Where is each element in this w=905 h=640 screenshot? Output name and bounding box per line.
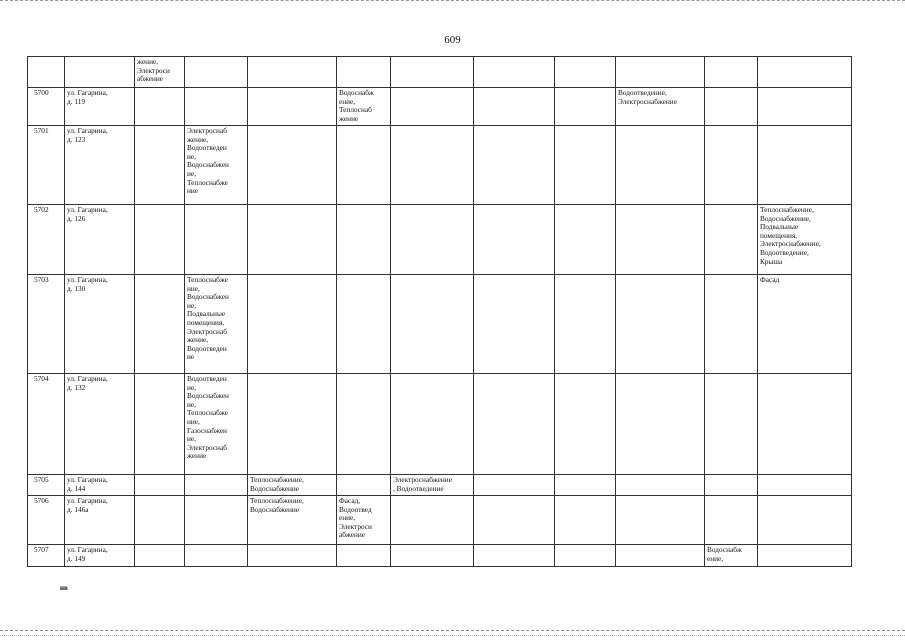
table-row xyxy=(28,126,852,205)
work-cell xyxy=(135,496,185,545)
work-cell xyxy=(474,126,555,205)
work-cell: Водоснабж ение, Теплоснаб жение xyxy=(337,88,391,126)
work-cell xyxy=(555,205,616,275)
work-cell xyxy=(555,275,616,374)
address-cell: ул. Гагарина, д. 144 xyxy=(65,475,135,496)
work-cell xyxy=(135,545,185,567)
work-cell xyxy=(135,88,185,126)
work-cell xyxy=(391,205,474,275)
work-cell xyxy=(616,275,705,374)
work-cell xyxy=(185,496,248,545)
work-cell xyxy=(391,496,474,545)
table-row xyxy=(28,545,852,567)
work-cell xyxy=(705,374,758,475)
row-number-cell: 5705 xyxy=(28,475,65,496)
work-cell xyxy=(474,545,555,567)
work-cell: Теплоснабжение, Водоснабжение, Подвальные помещения, Электроснабжение, Водоотведение, Крыша xyxy=(758,205,852,275)
address-cell: ул. Гагарина, д. 149 xyxy=(65,545,135,567)
row-number-cell: 5701 xyxy=(28,126,65,205)
address-cell: ул. Гагарина, д. 119 xyxy=(65,88,135,126)
table-row xyxy=(28,57,852,88)
work-cell xyxy=(705,126,758,205)
work-cell xyxy=(391,88,474,126)
repair-schedule-table xyxy=(27,56,852,567)
work-cell xyxy=(705,496,758,545)
table-row xyxy=(28,88,852,126)
address-cell xyxy=(65,57,135,88)
work-cell xyxy=(337,545,391,567)
work-cell xyxy=(185,57,248,88)
row-number-cell: 5707 xyxy=(28,545,65,567)
table-row xyxy=(28,475,852,496)
work-cell xyxy=(248,545,337,567)
work-cell xyxy=(135,374,185,475)
work-cell xyxy=(616,126,705,205)
work-cell xyxy=(337,475,391,496)
work-cell xyxy=(705,275,758,374)
work-cell: Водоотведен ие, Водоснабжен ие, Теплоснабже ние, Газоснабжен ие, Электроснаб жение xyxy=(185,374,248,475)
table-row xyxy=(28,374,852,475)
work-cell xyxy=(758,475,852,496)
scan-edge-bottom xyxy=(0,630,905,636)
work-cell xyxy=(616,475,705,496)
work-cell xyxy=(758,57,852,88)
work-cell xyxy=(474,374,555,475)
table-row xyxy=(28,496,852,545)
work-cell xyxy=(758,374,852,475)
work-cell xyxy=(758,545,852,567)
row-number-cell: 5704 xyxy=(28,374,65,475)
work-cell xyxy=(185,205,248,275)
work-cell xyxy=(555,545,616,567)
row-number-cell: 5706 xyxy=(28,496,65,545)
work-cell xyxy=(555,374,616,475)
address-cell: ул. Гагарина, д. 130 xyxy=(65,275,135,374)
work-cell xyxy=(616,545,705,567)
scan-edge-top xyxy=(0,0,905,4)
work-cell xyxy=(474,88,555,126)
work-cell xyxy=(391,57,474,88)
address-cell: ул. Гагарина, д. 132 xyxy=(65,374,135,475)
work-cell xyxy=(391,545,474,567)
work-cell xyxy=(248,275,337,374)
work-cell xyxy=(248,205,337,275)
work-cell xyxy=(337,374,391,475)
row-number-cell: 5700 xyxy=(28,88,65,126)
work-cell: Электроснабжение , Водоотведение xyxy=(391,475,474,496)
work-cell: Теплоснабжение, Водоснабжение xyxy=(248,496,337,545)
work-cell: жение, Электроси абжение xyxy=(135,57,185,88)
work-cell xyxy=(616,205,705,275)
work-cell xyxy=(705,57,758,88)
work-cell xyxy=(474,205,555,275)
work-cell xyxy=(616,57,705,88)
table-row xyxy=(28,275,852,374)
address-cell: ул. Гагарина, д. 123 xyxy=(65,126,135,205)
address-cell: ул. Гагарина, д. 126 xyxy=(65,205,135,275)
work-cell: Теплоснабжение, Водоснабжение xyxy=(248,475,337,496)
work-cell xyxy=(758,496,852,545)
work-cell xyxy=(555,475,616,496)
work-cell xyxy=(705,205,758,275)
row-number-cell: 5703 xyxy=(28,275,65,374)
work-cell xyxy=(555,88,616,126)
work-cell xyxy=(337,57,391,88)
work-cell xyxy=(248,88,337,126)
work-cell xyxy=(474,475,555,496)
work-cell: Фасад, Водоотвед ение, Электроси абжение xyxy=(337,496,391,545)
work-cell xyxy=(391,126,474,205)
footer-mark: нв xyxy=(60,584,68,592)
row-number-cell xyxy=(28,57,65,88)
work-cell: Водоотведение, Электроснабжение xyxy=(616,88,705,126)
work-cell xyxy=(555,57,616,88)
work-cell xyxy=(185,88,248,126)
work-cell: Водоснабж ение, xyxy=(705,545,758,567)
page-number: 609 xyxy=(444,34,461,46)
work-cell xyxy=(474,496,555,545)
work-cell xyxy=(555,496,616,545)
work-cell xyxy=(337,126,391,205)
work-cell xyxy=(135,205,185,275)
work-cell xyxy=(555,126,616,205)
table-row xyxy=(28,205,852,275)
work-cell: Теплоснабже ние, Водоснабжен ие, Подвальные помещения, Электроснаб жение, Водоотведен ие xyxy=(185,275,248,374)
work-cell xyxy=(248,126,337,205)
work-cell xyxy=(248,374,337,475)
work-cell xyxy=(391,374,474,475)
address-cell: ул. Гагарина, д. 146а xyxy=(65,496,135,545)
work-cell xyxy=(616,374,705,475)
work-cell xyxy=(185,475,248,496)
work-cell xyxy=(705,475,758,496)
work-cell xyxy=(758,126,852,205)
row-number-cell: 5702 xyxy=(28,205,65,275)
work-cell xyxy=(616,496,705,545)
work-cell xyxy=(758,88,852,126)
work-cell xyxy=(135,126,185,205)
work-cell xyxy=(474,275,555,374)
work-cell xyxy=(474,57,555,88)
work-cell xyxy=(337,275,391,374)
work-cell xyxy=(705,88,758,126)
work-cell xyxy=(248,57,337,88)
work-cell xyxy=(185,545,248,567)
work-cell xyxy=(337,205,391,275)
work-cell: Электроснаб жение, Водоотведен ие, Водоснабжен ие, Теплоснабже ние xyxy=(185,126,248,205)
work-cell: Фасад xyxy=(758,275,852,374)
work-cell xyxy=(391,275,474,374)
work-cell xyxy=(135,475,185,496)
work-cell xyxy=(135,275,185,374)
